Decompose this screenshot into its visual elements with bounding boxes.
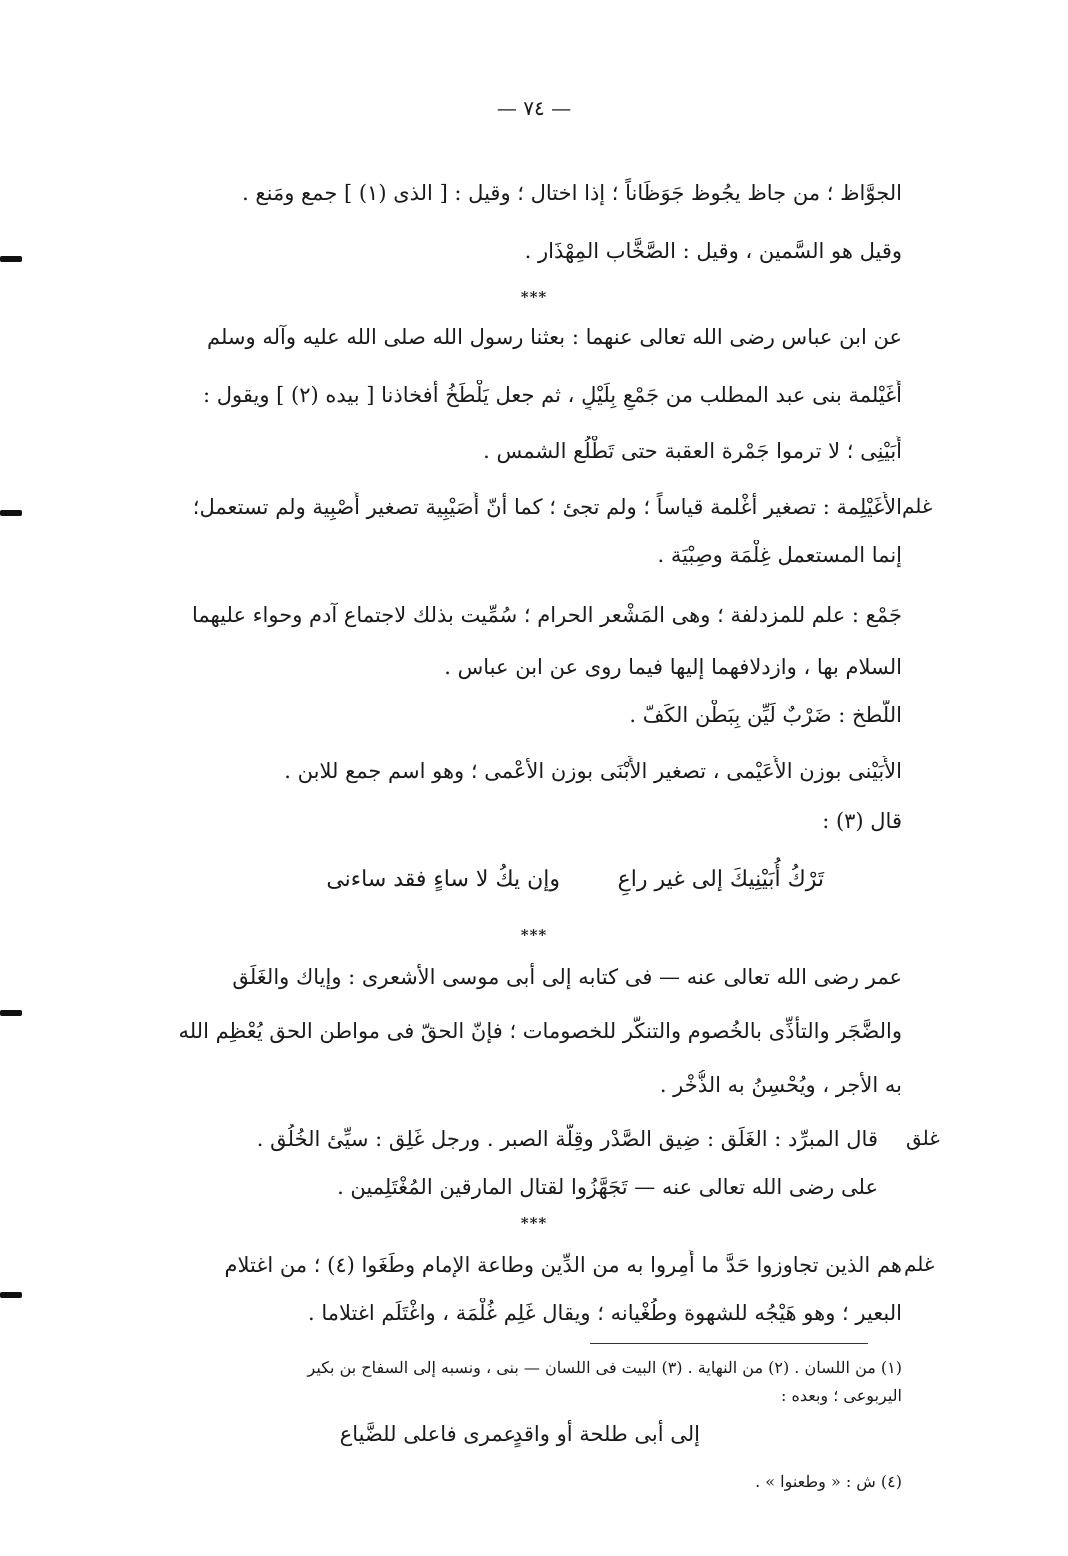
text-line: وقيل هو السَّمين ، وقيل : الصَّخَّاب المِهْذَار . (524, 239, 902, 263)
text-line: هم الذين تجاوزوا حَدَّ ما أُمِروا به من الدِّين وطاعة الإمام وطَغَوا (٤) ؛ من اغتلام (224, 1253, 902, 1277)
text-line: البعير ؛ وهو هَيْجُه للشهوة وطُغْيانه ؛ ويقال غَلِم غُلْمَة ، واغْتَلَم اغتلاما . (308, 1301, 902, 1325)
scan-edge-mark (0, 256, 22, 262)
scan-edge-mark (0, 1292, 22, 1298)
page-number: — ٧٤ — (496, 96, 572, 120)
text-line: أُبَيْنِى ؛ لا ترموا جَمْرة العقبة حتى تَطْلُع الشمس . (483, 439, 902, 463)
footnote-verse-hemistich: إلى أبى طلحة أو واقدٍ (512, 1422, 700, 1446)
text-line: عن ابن عباس رضى الله تعالى عنهما : بعثنا رسول الله صلى الله عليه وآله وسلم (206, 325, 902, 349)
text-line: على رضى الله تعالى عنه — تَجَهَّزُوا لقتال المارقين المُغْتَلِمين . (337, 1175, 878, 1199)
text-line: الأُبَيْنى بوزن الأُعَيْمى ، تصغير الأَبْنَى بوزن الأعْمى ؛ وهو اسم جمع للابن . (284, 759, 902, 783)
footnote: اليربوعى ؛ وبعده : (781, 1386, 902, 1405)
footnote-divider (590, 1343, 868, 1344)
text-line: قال المبرِّد : الغَلَق : ضِيق الصَّدْر وقِلَّة الصبر . ورجل غَلِق : سيِّئ الخُلُق . (256, 1127, 878, 1151)
text-line: السلام بها ، وازدلافهما إليها فيما روى عن ابن عباس . (444, 655, 902, 679)
scan-edge-mark (0, 510, 22, 516)
margin-keyword: غلم (902, 494, 933, 518)
text-line: أُغَيْلمة بنى عبد المطلب من جَمْعٍ بِلَيْلٍ ، ثم جعل يَلْطَخُ أفخاذنا [ بيده (٢) ] ويقول : (203, 383, 902, 407)
text-line: به الأجر ، ويُحْسِنُ به الذُّخْر . (659, 1073, 902, 1097)
footnote: (١) من اللسان . (٢) من النهاية . (٣) البيت فى اللسان — بنى ، ونسبه إلى السفاح بن بكير (307, 1358, 902, 1377)
text-line: والضَّجَر والتأذِّى بالخُصوم والتنكُّر للخصومات ؛ فإنّ الحقّ فى مواطن الحق يُعْظِم الله (178, 1019, 902, 1043)
section-separator: *** (520, 1214, 548, 1232)
verse-hemistich: تَرْكُ أُبَيْنِيكَ إلى غير راعِ (617, 867, 824, 892)
scan-edge-mark (0, 1010, 22, 1016)
verse-hemistich: وإن يكُ لا ساءٍ فقد ساءنى (326, 867, 560, 892)
text-line: الجوَّاظ ؛ من جاظ يجُوظ جَوَظَاناً ؛ إذا اختال ؛ وقيل : [ الذى (١) ] جمع ومَنع . (242, 181, 902, 205)
text-line: عمر رضى الله تعالى عنه — فى كتابه إلى أبى موسى الأشعرى : وإياك والغَلَق (232, 965, 902, 989)
text-line: اللَّطخ : ضَرْبٌ لَيِّن بِبَطْن الكَفّ . (629, 703, 902, 727)
footnote-verse-hemistich: عمرى فاعلى للضَّياع (339, 1422, 516, 1446)
text-line: الأُغَيْلِمة : تصغير أغْلمة قياساً ؛ ولم تجئ ؛ كما أنّ أُصَيْبِية تصغير أَصْبِية ولم تستعمل؛ (192, 495, 902, 519)
text-line: إنما المستعمل غِلْمَة وصِبْيَة . (657, 543, 902, 567)
text-line: جَمْع : علم للمزدلفة ؛ وهى المَشْعر الحرام ؛ سُمِّيت بذلك لاجتماع آدم وحواء عليهما (191, 603, 902, 627)
text-line: قال (٣) : (822, 809, 902, 833)
section-separator: *** (520, 926, 548, 944)
footnote: (٤) ش : « وطعنوا » . (755, 1472, 902, 1491)
margin-keyword: غلق (906, 1126, 940, 1150)
margin-keyword: غلم (904, 1252, 935, 1276)
section-separator: *** (520, 288, 548, 306)
